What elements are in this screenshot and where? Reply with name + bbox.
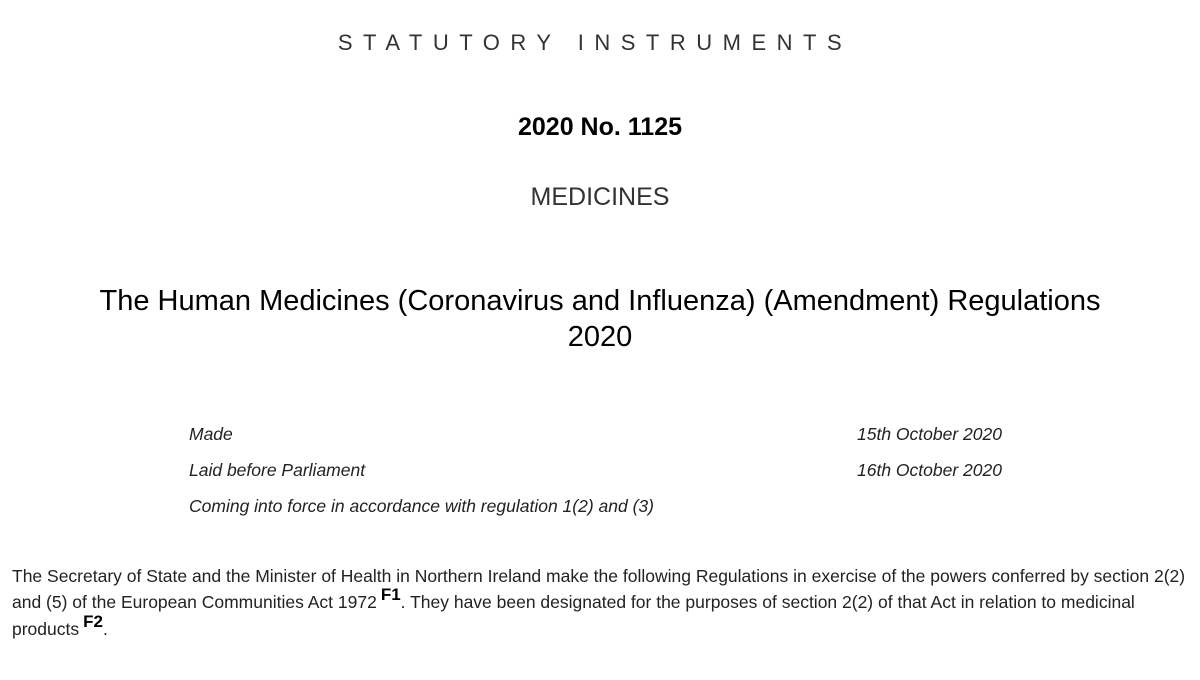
title-line-1: The Human Medicines (Coronavirus and Influenza) (Amendment) Regulations xyxy=(99,285,1101,317)
date-label: Laid before Parliament xyxy=(189,460,366,480)
date-label: Made xyxy=(189,424,233,444)
series-heading: STATUTORY INSTRUMENTS xyxy=(337,30,853,55)
date-value: 15th October 2020 xyxy=(857,424,1002,444)
date-row-laid xyxy=(189,460,1019,496)
title-line-2: 2020 xyxy=(567,321,633,353)
footnote-link-f2[interactable]: F2 xyxy=(83,612,103,631)
preamble-text-1: The Secretary of State and the Minister of Health in Northern Ireland make the following Regulations in exercise of the powers conferred by section 2(2) and (5) of the European Communities Act 1972 xyxy=(12,566,1186,612)
dates-block xyxy=(189,424,1019,532)
date-row-coming-into-force xyxy=(189,496,1019,532)
preamble-text-3: . xyxy=(102,619,108,639)
date-value: 16th October 2020 xyxy=(857,460,1002,480)
document-title xyxy=(0,283,1200,355)
si-number: 2020 No. 1125 xyxy=(517,113,682,141)
date-row-made xyxy=(189,424,1019,460)
footnote-link-f1[interactable]: F1 xyxy=(380,585,401,604)
preamble-paragraph xyxy=(12,563,1192,643)
date-label: Coming into force in accordance with regulation 1(2) and (3) xyxy=(189,496,654,516)
subject-heading: MEDICINES xyxy=(530,183,670,211)
preamble-text-2: . They have been designated for the purposes of section 2(2) of that Act in relation to medicinal products xyxy=(12,592,1135,639)
